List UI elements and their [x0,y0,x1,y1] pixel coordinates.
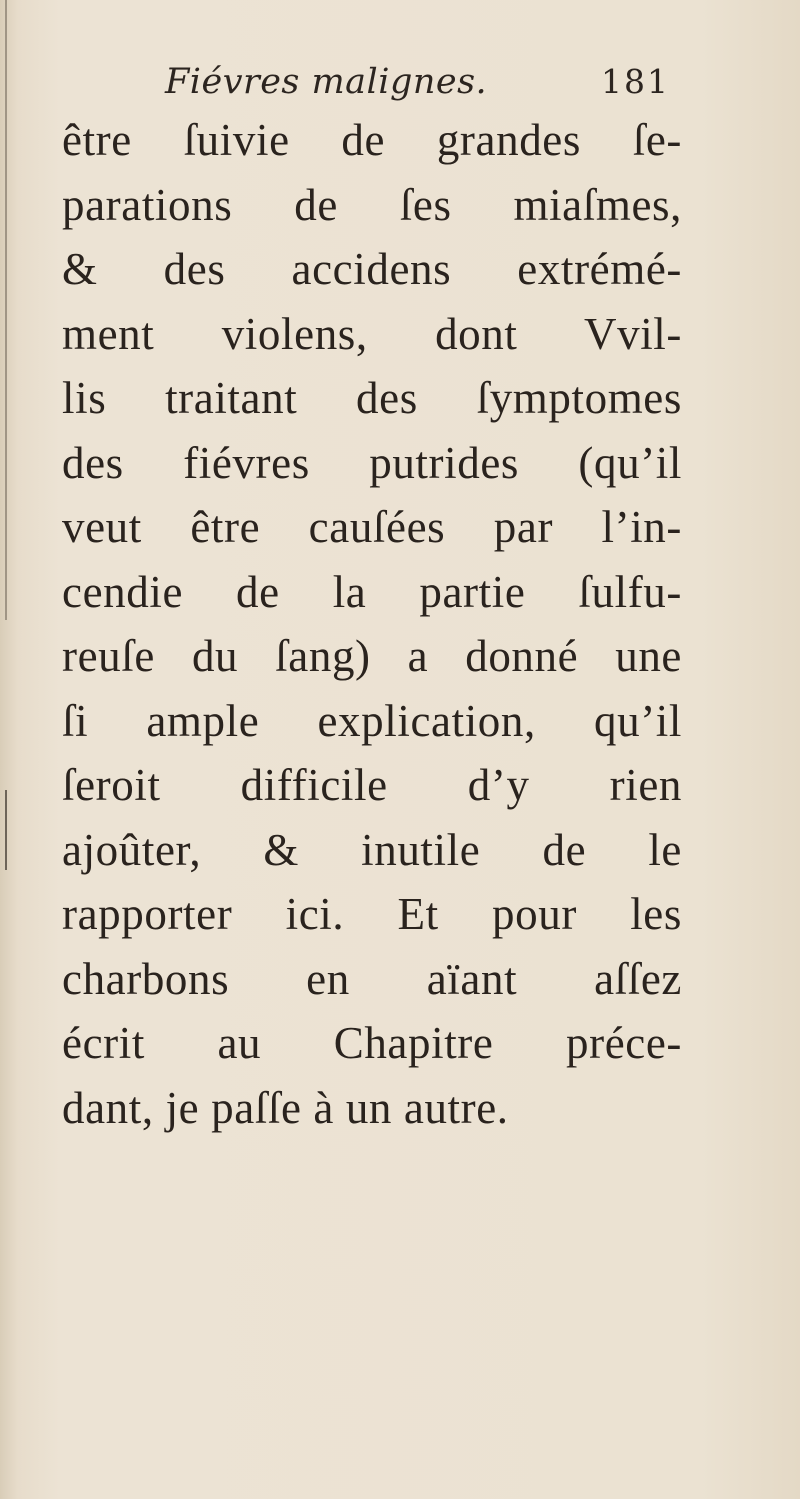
text-line: ſi ample explication, qu’il [62,695,682,746]
text-line: rapporter ici. Et pour les [62,889,682,939]
running-head: Fiévres malignes. [165,62,488,102]
page-number: 181 [601,62,670,101]
binding-gutter-shadow [5,0,7,620]
text-line: & des accidens extrémé- [62,244,682,294]
body-text [62,108,682,1140]
text-line: cendie de la partie ſulfu- [62,566,682,617]
text-line: ajoûter, & inutile de le [62,824,682,875]
text-line: écrit au Chapitre préce- [62,1018,682,1068]
text-line: des fiévres putrides (qu’il [62,437,682,488]
text-line: être ſuivie de grandes ſe- [62,115,682,165]
text-line: dant, je paſſe à un autre. [62,1082,509,1133]
text-line: charbons en aïant aſſez [62,953,682,1004]
text-line: ment violens, dont Vvil- [62,308,682,359]
binding-mark [5,790,7,870]
text-line: ſeroit difficile d’y rien [62,760,682,810]
text-line: lis traitant des ſymptomes [62,373,682,423]
text-line: reuſe du ſang) a donné une [62,631,682,681]
text-line: parations de ſes miaſmes, [62,179,682,230]
text-line: veut être cauſées par l’in- [62,502,682,552]
page-header [165,62,670,112]
